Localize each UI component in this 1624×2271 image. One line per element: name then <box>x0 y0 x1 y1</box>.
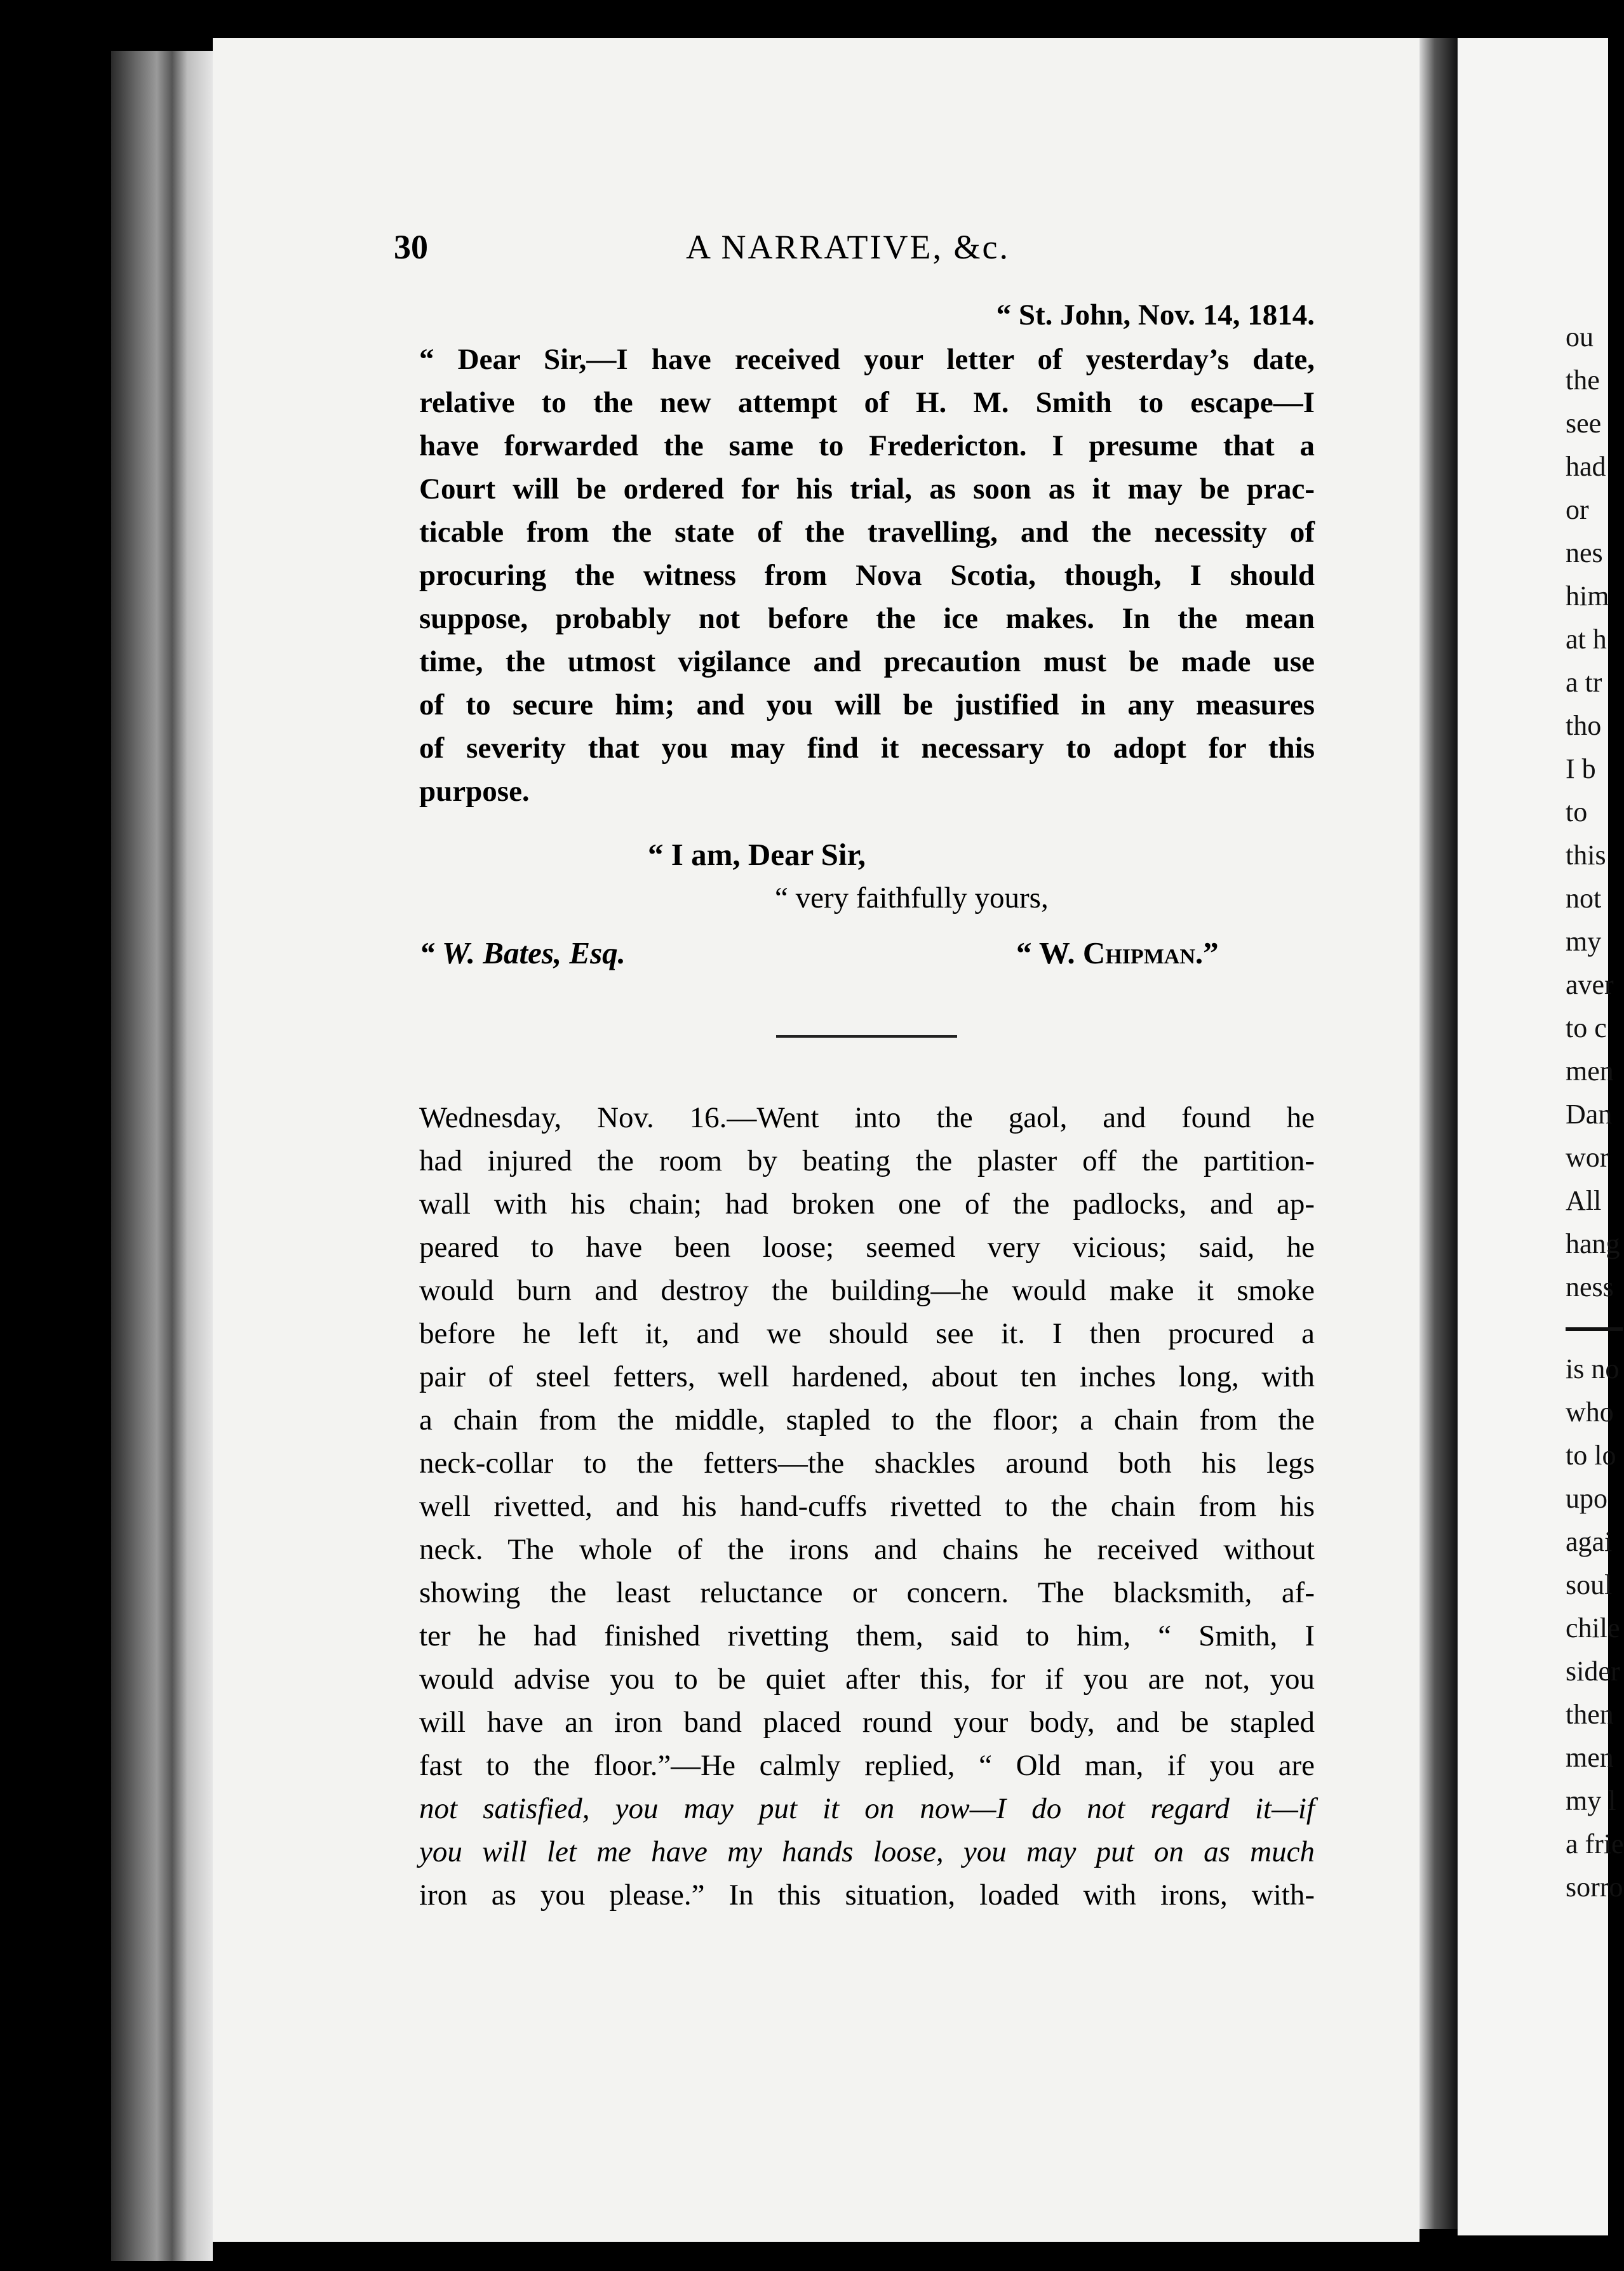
adjacent-line: tho <box>1566 710 1602 741</box>
letter-line: Court will be ordered for his trial, as soon as it may be prac- <box>419 472 1315 506</box>
narrative-block <box>419 1096 1315 1917</box>
narrative-line: Wednesday, Nov. 16.—Went into the gaol, and found he <box>419 1101 1315 1134</box>
letter-closing: “ I am, Dear Sir, <box>648 837 866 872</box>
adjacent-line: the <box>1566 365 1600 396</box>
adjacent-line: a frie <box>1566 1828 1624 1859</box>
adjacent-line: men <box>1566 1055 1614 1087</box>
adjacent-line: I b <box>1566 753 1596 784</box>
adjacent-line: wor <box>1566 1142 1609 1173</box>
narrative-line: fast to the floor.”—He calmly replied, “ Old man, if you are <box>419 1749 1315 1782</box>
adjacent-line: sorro <box>1566 1872 1623 1903</box>
adjacent-line: this <box>1566 840 1606 871</box>
letter-signature: “ W. Chipman.” <box>1016 935 1219 970</box>
adjacent-line: then <box>1566 1699 1614 1730</box>
letter-body <box>419 338 1315 813</box>
adjacent-line: upo <box>1566 1483 1607 1514</box>
narrative-line: would burn and destroy the building—he would make it smoke <box>419 1274 1315 1307</box>
letter-line: time, the utmost vigilance and precaution must be made use <box>419 645 1315 678</box>
page-number: 30 <box>394 228 428 266</box>
adjacent-line: had <box>1566 451 1606 482</box>
adjacent-line: ou <box>1566 321 1594 352</box>
narrative-line: will have an iron band placed round your body, and be stapled <box>419 1706 1315 1739</box>
narrative-line: not satisfied, you may put it on now—I do not regard it—if <box>419 1792 1315 1825</box>
letter-line: procuring the witness from Nova Scotia, though, I should <box>419 559 1315 592</box>
adjacent-line: men <box>1566 1742 1614 1773</box>
adjacent-line: to <box>1566 796 1588 827</box>
narrative-line: neck-collar to the fetters—the shackles around both his legs <box>419 1447 1315 1480</box>
adjacent-line: nes <box>1566 537 1603 568</box>
narrative-line: peared to have been loose; seemed very vicious; said, he <box>419 1231 1315 1264</box>
adjacent-line: not <box>1566 883 1602 914</box>
adjacent-line: sider <box>1566 1656 1620 1687</box>
narrative-line: before he left it, and we should see it. I then procured a <box>419 1317 1315 1350</box>
adjacent-line: him <box>1566 580 1609 612</box>
letter-valediction: “ very faithfully yours, <box>775 881 1049 914</box>
letter-line: of to secure him; and you will be justified in any measures <box>419 688 1315 721</box>
letter-line: ticable from the state of the travelling, and the necessity of <box>419 516 1315 549</box>
adjacent-line: see <box>1566 408 1602 439</box>
letter-line: of severity that you may find it necessary to adopt for this <box>419 732 1315 765</box>
adjacent-line: is no <box>1566 1353 1620 1384</box>
adjacent-line: hang <box>1566 1228 1620 1259</box>
letter-line: “ Dear Sir,—I have received your letter of yesterday’s date, <box>419 343 1315 376</box>
adjacent-line: my l <box>1566 1785 1616 1816</box>
section-divider <box>776 1035 957 1038</box>
book-gutter <box>111 51 213 2261</box>
adjacent-line: at h <box>1566 624 1607 655</box>
letter-line: relative to the new attempt of H. M. Smith to escape—I <box>419 386 1315 419</box>
adjacent-line: chile <box>1566 1612 1620 1644</box>
adjacent-line: a tr <box>1566 667 1602 698</box>
letter-line: purpose. <box>419 775 530 808</box>
letter-line: have forwarded the same to Fredericton. I presume that a <box>419 429 1315 462</box>
adjacent-line: to lo <box>1566 1440 1616 1471</box>
page-fold-shadow <box>1419 38 1458 2229</box>
letter-addressee: “ W. Bates, Esq. <box>419 935 626 970</box>
adjacent-rule <box>1566 1327 1623 1331</box>
narrative-line: wall with his chain; had broken one of the padlocks, and ap- <box>419 1188 1315 1221</box>
letter-line: suppose, probably not before the ice makes. In the mean <box>419 602 1315 635</box>
narrative-line: had injured the room by beating the plaster off the partition- <box>419 1144 1315 1177</box>
running-title: A NARRATIVE, &c. <box>686 228 1010 266</box>
adjacent-line: soul <box>1566 1569 1613 1600</box>
adjacent-line: All <box>1566 1185 1602 1216</box>
adjacent-line: or <box>1566 494 1589 525</box>
adjacent-line: my <box>1566 926 1602 957</box>
adjacent-line: Dan <box>1566 1099 1613 1130</box>
adjacent-page-fragment <box>1458 38 1624 2235</box>
narrative-line: neck. The whole of the irons and chains he received without <box>419 1533 1315 1566</box>
narrative-line: pair of steel fetters, well hardened, about ten inches long, with <box>419 1360 1315 1393</box>
adjacent-line: ness <box>1566 1271 1614 1303</box>
page-header <box>394 227 1334 278</box>
adjacent-line: agai <box>1566 1526 1613 1557</box>
narrative-line: you will let me have my hands loose, you may put on as much <box>419 1835 1315 1868</box>
narrative-line: well rivetted, and his hand-cuffs rivetted to the chain from his <box>419 1490 1315 1523</box>
adjacent-line: aver <box>1566 969 1614 1000</box>
adjacent-line: who <box>1566 1397 1614 1428</box>
narrative-line: iron as you please.” In this situation, loaded with irons, with- <box>419 1879 1315 1912</box>
letter-dateline: “ St. John, Nov. 14, 1814. <box>996 298 1315 332</box>
narrative-line: would advise you to be quiet after this, for if you are not, you <box>419 1663 1315 1696</box>
narrative-line: a chain from the middle, stapled to the floor; a chain from the <box>419 1403 1315 1437</box>
narrative-line: showing the least reluctance or concern. The blacksmith, af- <box>419 1576 1315 1609</box>
narrative-line: ter he had finished rivetting them, said to him, “ Smith, I <box>419 1619 1315 1652</box>
adjacent-line: to c <box>1566 1012 1607 1043</box>
